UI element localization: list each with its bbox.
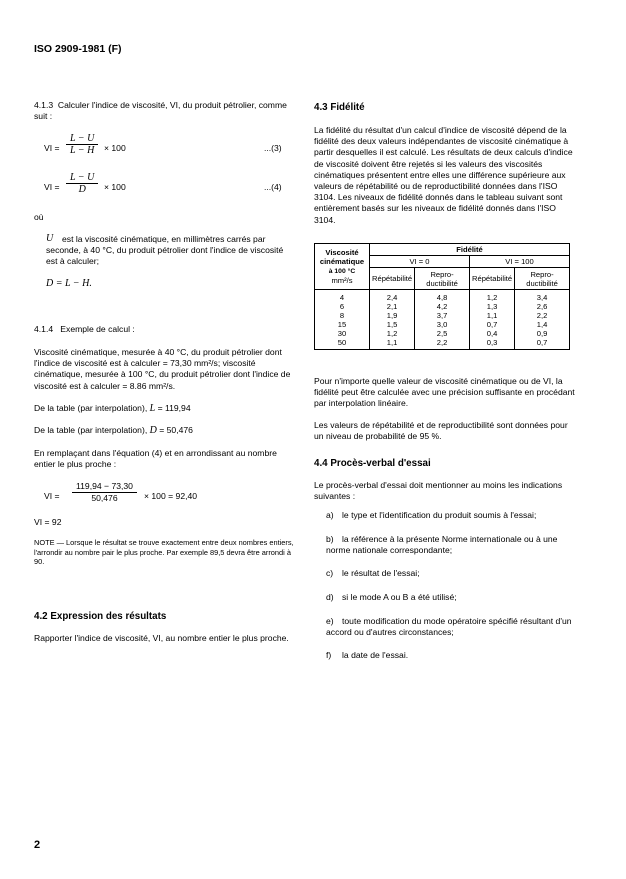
repro-header: Repro-ductibilité: [515, 268, 570, 290]
list-text: si le mode A ou B a été utilisé;: [342, 592, 457, 602]
value-cell: 2,2: [515, 311, 570, 320]
u-definition: U est la viscosité cinématique, en millimètres carrés par seconde, à 40 °C, du produit pétrolier dont l'indice de viscosité est à calculer;: [46, 233, 284, 267]
probability-text: Les valeurs de répétabilité et de reproductibilité sont données pour un niveau de probabilité de 95 %.: [314, 420, 568, 442]
list-text: toute modification du mode opératoire spécifié résultant d'un accord ou d'autres circonstances;: [326, 616, 572, 638]
list-text: le type et l'identification du produit soumis à l'essai;: [342, 510, 537, 520]
table-row: [315, 338, 570, 350]
page-number: 2: [34, 839, 41, 851]
viscosity-cell: 15: [315, 320, 370, 329]
section-4-2-text: Rapporter l'indice de viscosité, VI, au nombre entier le plus proche.: [34, 633, 289, 643]
value-cell: 1,1: [470, 311, 515, 320]
list-letter: d): [326, 592, 334, 602]
viscosity-cell: 8: [315, 311, 370, 320]
value-cell: 2,5: [415, 329, 470, 338]
value-cell: 0,7: [515, 338, 570, 350]
section-text: Calculer l'indice de viscosité, VI, du produit pétrolier, comme suit :: [34, 100, 287, 122]
list-letter: f): [326, 650, 332, 660]
after-table-text: Pour n'importe quelle valeur de viscosité cinématique ou de VI, la fidélité peut être calculée avec une précision suffisante en procédant par interpolation linéaire.: [314, 376, 575, 409]
value-cell: 0,9: [515, 329, 570, 338]
section-4-4-title: 4.4 Procès-verbal d'essai: [314, 458, 431, 469]
value-cell: 0,3: [470, 338, 515, 350]
document-header: ISO 2909-1981 (F): [34, 43, 122, 55]
viscosity-cell: 30: [315, 329, 370, 338]
rep-header: Répétabilité: [470, 268, 515, 290]
value-cell: 1,5: [370, 320, 415, 329]
list-item: [314, 534, 576, 556]
table-row: [315, 302, 570, 311]
equation-3: VI = $\frac{L - U}{L - H}$ × 100 ...(3): [44, 133, 282, 157]
viscosity-cell: 4: [315, 290, 370, 303]
value-cell: 3,0: [415, 320, 470, 329]
fidelity-table: [314, 243, 570, 350]
list-item: [314, 510, 576, 521]
value-cell: 2,6: [515, 302, 570, 311]
value-cell: 2,1: [370, 302, 415, 311]
equation-4: VI = $\frac{L - U}{D}$ × 100 ...(4): [44, 172, 282, 196]
list-item: [314, 650, 576, 661]
section-4-2-title: 4.2 Expression des résultats: [34, 611, 167, 622]
list-item: [314, 592, 576, 603]
value-cell: 2,4: [370, 290, 415, 303]
value-cell: 1,2: [370, 329, 415, 338]
value-cell: 4,2: [415, 302, 470, 311]
value-cell: 0,4: [470, 329, 515, 338]
rep-header: Répétabilité: [370, 268, 415, 290]
viscosity-cell: 50: [315, 338, 370, 350]
fidelity-table-body: [315, 290, 570, 350]
section-4-3-title: 4.3 Fidélité: [314, 102, 365, 113]
section-4-1-3: [34, 100, 296, 122]
table-L-line: De la table (par interpolation), L = 119,94: [34, 403, 191, 414]
table-row: [315, 311, 570, 320]
table-row: [315, 329, 570, 338]
section-4-3-text: La fidélité du résultat d'un calcul d'indice de viscosité dépend de la fidélité des deux valeurs indépendantes de viscosité cinématique à partir desquelles il est calculé. Les résultats de deux calculs d'indice de viscosité doivent être rejetés si les valeurs des viscosités cinématiques présentent entre elles une différence supérieure aux valeurs de répétabilité ou de reproductibilité données dans l'ISO 3104. Les niveaux de fidélité donnés dans le tableau suivant sont entièrement basés sur les niveaux de fidélité donnés dans l'ISO 3104.: [314, 125, 573, 225]
viscosity-cell: 6: [315, 302, 370, 311]
value-cell: 2,2: [415, 338, 470, 350]
section-4-1-4: 4.1.4 Exemple de calcul :: [34, 324, 135, 334]
value-cell: 0,7: [470, 320, 515, 329]
section-4-4-text: Le procès-verbal d'essai doit mentionner au moins les indications suivantes :: [314, 480, 563, 502]
value-cell: 3,4: [515, 290, 570, 303]
replace-paragraph: En remplaçant dans l'équation (4) et en arrondissant au nombre entier le plus proche :: [34, 448, 277, 470]
list-letter: e): [326, 616, 334, 626]
value-cell: 1,9: [370, 311, 415, 320]
note: NOTE — Lorsque le résultat se trouve exactement entre deux nombres entiers, l'arrondir au nombre pair le plus proche. Par exemple 89,5 devra être arrondi à 90.: [34, 538, 294, 567]
result: VI = 92: [34, 517, 62, 527]
list-item: [314, 568, 576, 579]
list-text: la référence à la présente Norme internationale ou à une norme nationale correspondante;: [326, 534, 558, 556]
value-cell: 1,4: [515, 320, 570, 329]
list-text: le résultat de l'essai;: [342, 568, 420, 578]
d-definition: D = L − H.: [46, 278, 92, 289]
calculation: VI = $\frac{119,94 - 73,30}{50,476}$ × 100 = 92,40: [44, 481, 198, 504]
table-row: [315, 320, 570, 329]
list-item: [314, 616, 576, 638]
table-row: [315, 290, 570, 303]
value-cell: 4,8: [415, 290, 470, 303]
value-cell: 1,1: [370, 338, 415, 350]
list-letter: b): [326, 534, 334, 544]
repro-header: Repro-ductibilité: [415, 268, 470, 290]
viscosity-header: Viscosité cinématique à 100 °C mm²/s: [315, 244, 370, 290]
ou-label: où: [34, 212, 44, 222]
vi0-header: VI = 0: [370, 256, 470, 268]
value-cell: 3,7: [415, 311, 470, 320]
value-cell: 1,3: [470, 302, 515, 311]
list-letter: c): [326, 568, 334, 578]
section-number: 4.1.3: [34, 100, 54, 110]
list-letter: a): [326, 510, 334, 520]
example-paragraph: Viscosité cinématique, mesurée à 40 °C, du produit pétrolier dont l'indice de viscosité est à calculer = 73,30 mm²/s; viscosité cinématique, mesurée à 100 °C, du produit pétrolier dont l'indice de viscosité est à calculer = 8.86 mm²/s.: [34, 347, 291, 391]
fidelity-header: Fidélité: [370, 244, 570, 256]
list-text: la date de l'essai.: [342, 650, 409, 660]
table-D-line: De la table (par interpolation), D = 50,476: [34, 425, 193, 436]
vi100-header: VI = 100: [470, 256, 570, 268]
value-cell: 1,2: [470, 290, 515, 303]
